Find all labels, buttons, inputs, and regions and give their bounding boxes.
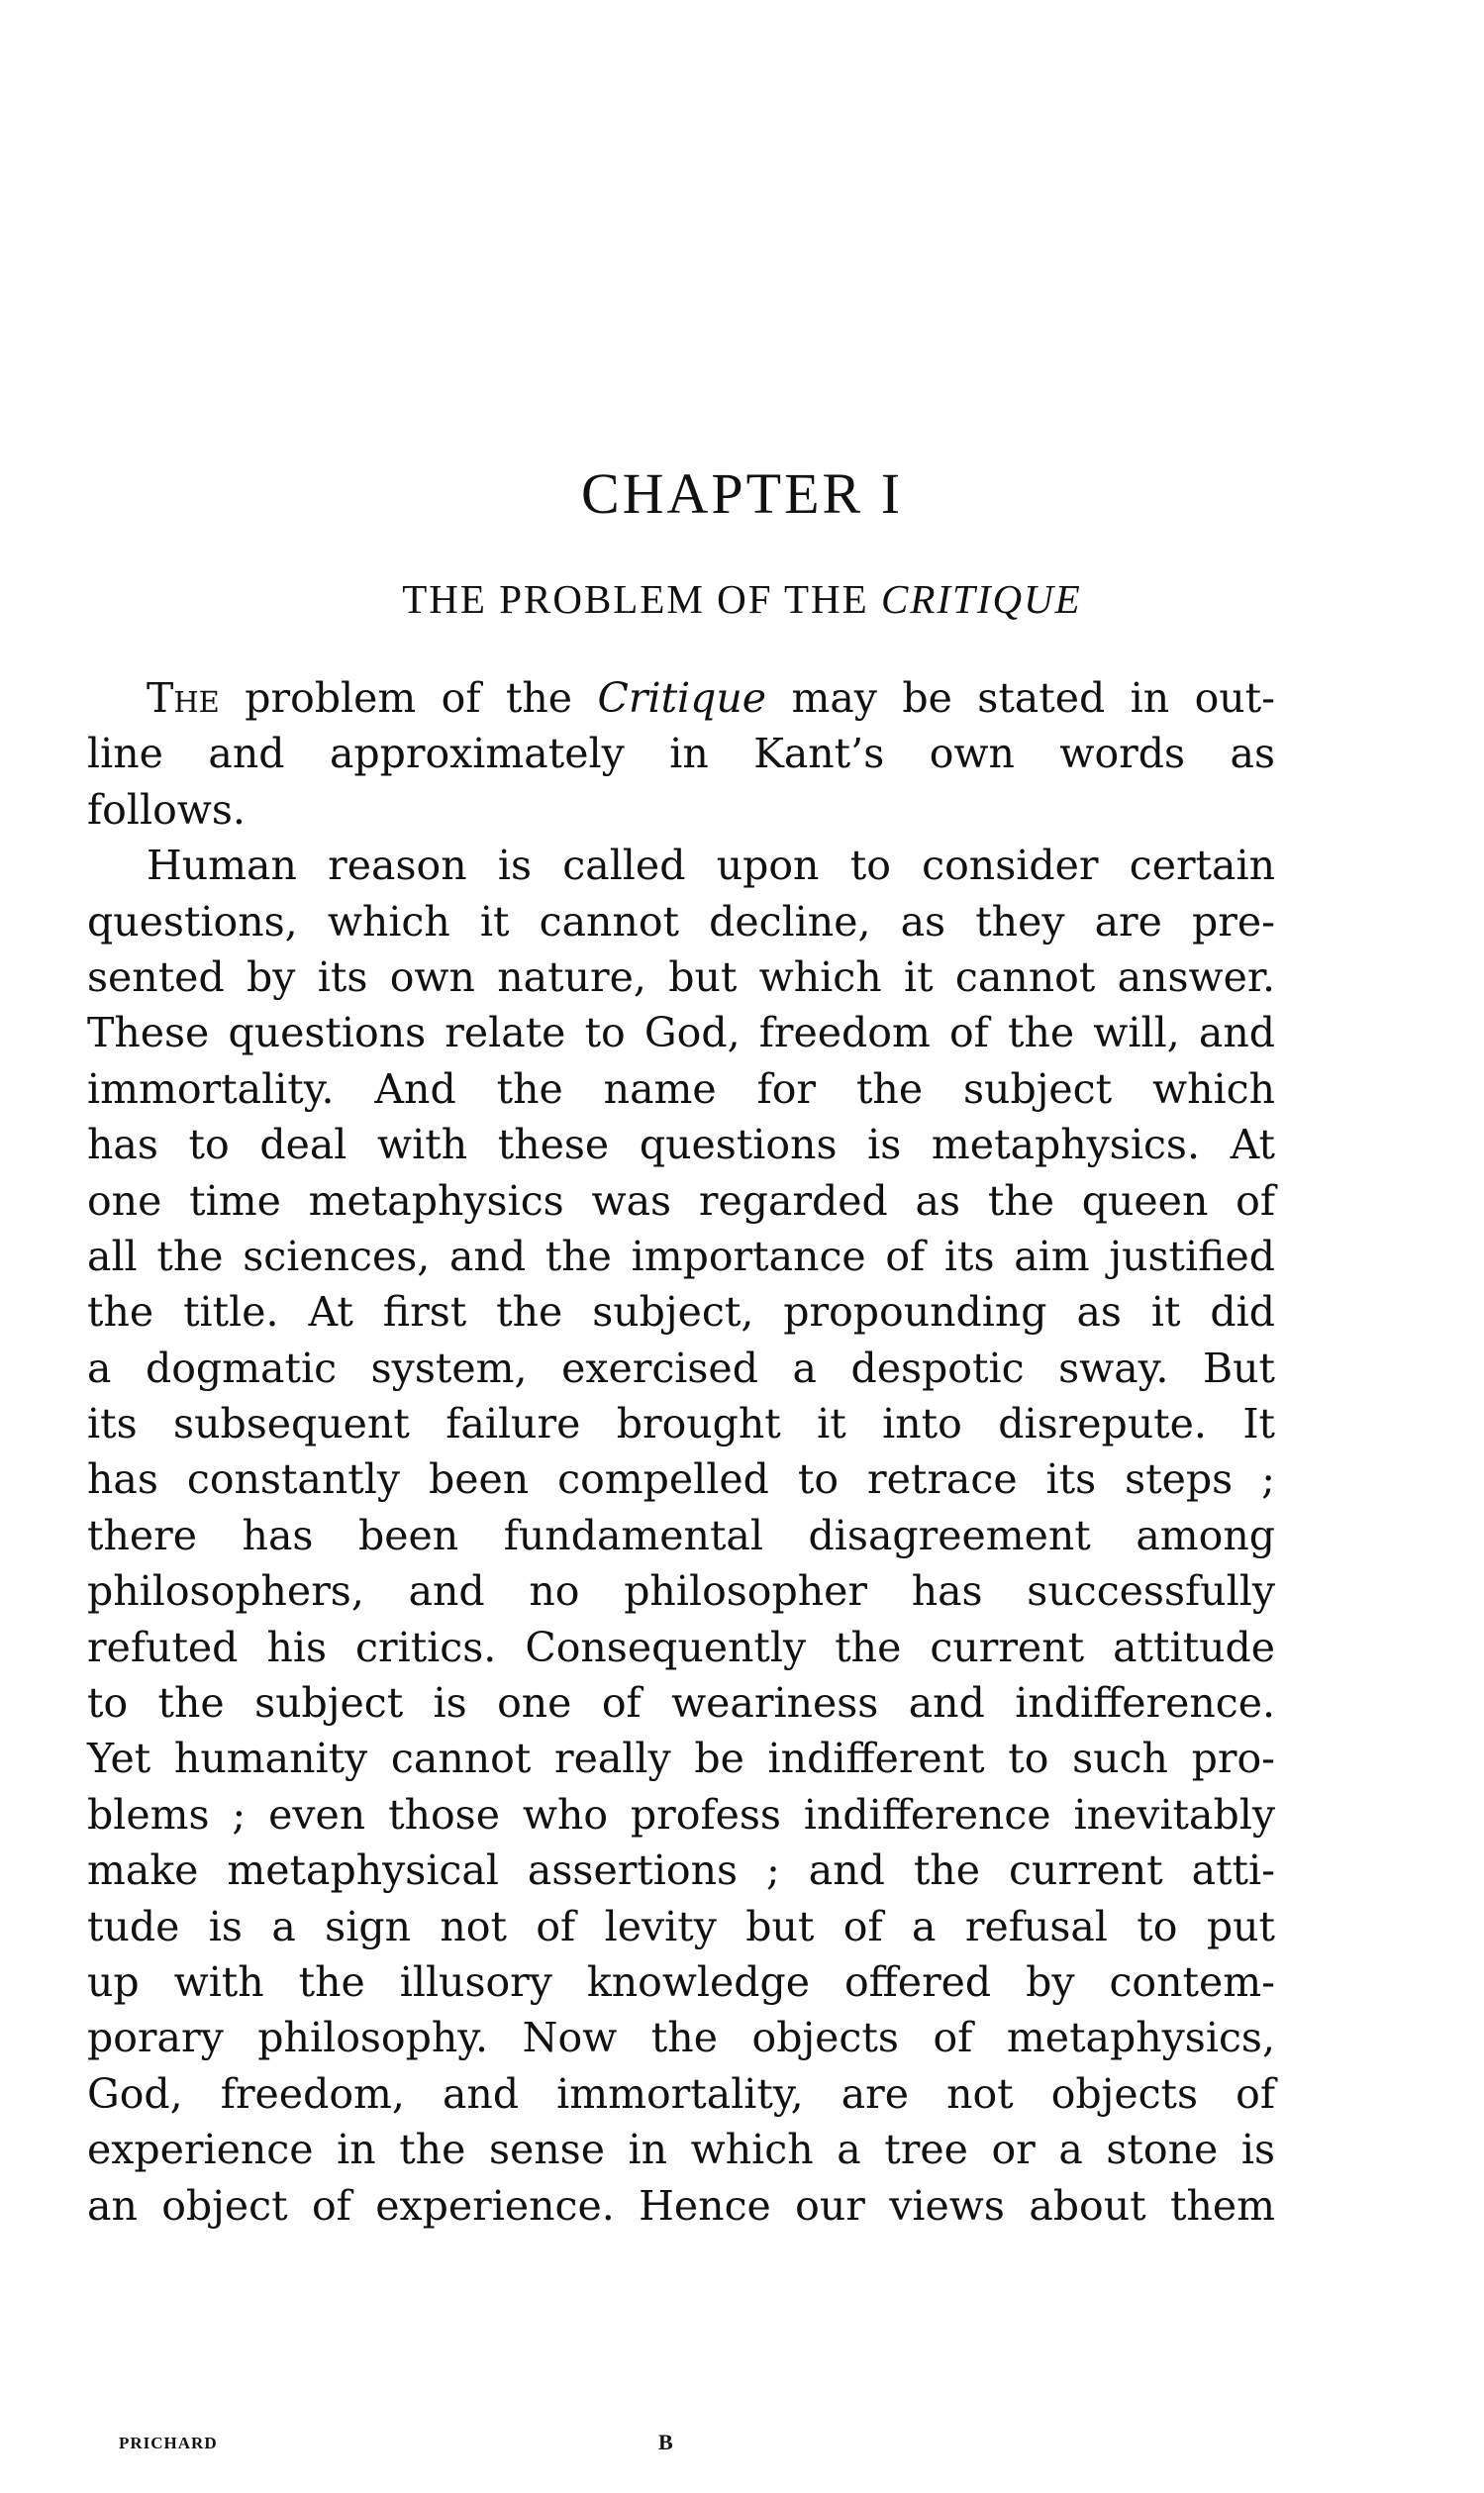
text-line: there has been fundamental disagreement among (87, 1511, 1275, 1559)
text-line: follows. (87, 785, 246, 834)
text-line: a dogmatic system, exercised a despotic sway. But (87, 1344, 1275, 1392)
text-line: immortality. And the name for the subject which (87, 1064, 1275, 1113)
text-line: porary philosophy. Now the objects of metaphysics, (87, 2014, 1275, 2062)
text-line: Human reason is called upon to consider certain (147, 842, 1275, 890)
text-line: These questions relate to God, freedom of the will, and (87, 1009, 1275, 1057)
text-line: to the subject is one of weariness and indifference. (87, 1679, 1275, 1728)
text-line: blems ; even those who profess indifference inevitably (87, 1790, 1275, 1839)
text-line: philosophers, and no philosopher has successfully (87, 1567, 1275, 1616)
text-line: an object of experience. Hence our views about them (87, 2181, 1275, 2230)
text-line: God, freedom, and immortality, are not objects of (87, 2069, 1275, 2118)
text-segment: problem of the (219, 674, 598, 722)
text-line: Yet humanity cannot really be indifferent to such pro- (87, 1735, 1275, 1783)
italic-title: Critique (597, 674, 767, 722)
text-line: line and approximately in Kant’s own words as (87, 730, 1275, 778)
chapter-title-italic: CRITIQUE (880, 576, 1082, 622)
chapter-number: CHAPTER I (580, 461, 904, 526)
text-segment: may be stated in out- (766, 674, 1275, 722)
text-line: refuted his critics. Consequently the current attitude (87, 1623, 1275, 1671)
text-line: sented by its own nature, but which it cannot answer. (87, 952, 1275, 1001)
opening-word: The (147, 674, 220, 722)
text-line: the title. At first the subject, propounding as it did (87, 1288, 1275, 1337)
text-line: questions, which it cannot decline, as they are pre- (87, 897, 1275, 946)
text-line: all the sciences, and the importance of its aim justified (87, 1232, 1275, 1280)
text-line: tude is a sign not of levity but of a refusal to put (87, 1902, 1275, 1950)
chapter-title-text: THE PROBLEM OF THE (402, 576, 881, 622)
text-line: has constantly been compelled to retrace its steps ; (87, 1455, 1275, 1504)
text-line: up with the illusory knowledge offered by contem- (87, 1957, 1275, 2006)
text-line: make metaphysical assertions ; and the current atti- (87, 1846, 1275, 1895)
text-line: its subsequent failure brought it into disrepute. It (87, 1400, 1275, 1448)
signature-author: PRICHARD (119, 2434, 218, 2452)
signature-mark: B (658, 2430, 673, 2454)
text-line: experience in the sense in which a tree or a stone is (87, 2126, 1275, 2174)
text-line (87, 670, 1275, 726)
text-line: has to deal with these questions is metaphysics. At (87, 1121, 1275, 1169)
chapter-title (0, 576, 1484, 622)
page-footer (0, 2430, 1484, 2463)
body-text (87, 670, 1275, 2234)
text-line: one time metaphysics was regarded as the queen of (87, 1176, 1275, 1225)
